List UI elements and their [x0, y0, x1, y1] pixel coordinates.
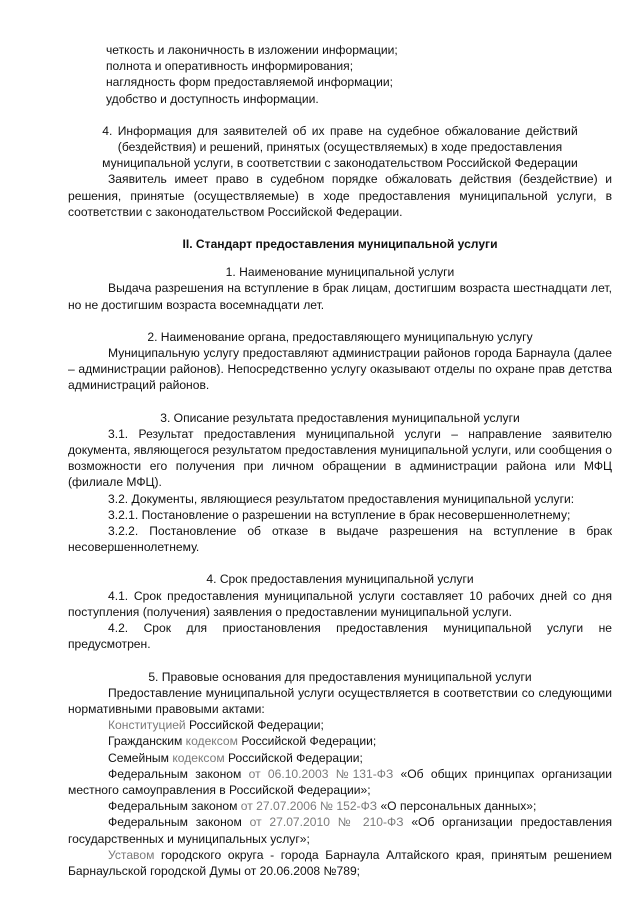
item3-paragraph-3-2-2: 3.2.2. Постановление об отказе в выдаче разрешения на вступление в брак несовершеннолетнему. — [68, 524, 612, 555]
item2-heading: 2. Наименование органа, предоставляющего муниципальную услугу — [147, 329, 533, 344]
legal-act-link[interactable]: Уставом — [108, 847, 155, 862]
item1-heading: 1. Наименование муниципальной услуги — [225, 265, 455, 280]
item3-heading: 3. Описание результата предоставления муниципальной услуги — [160, 410, 520, 425]
legal-act-family-code: Семейным кодексом Российской Федерации; — [108, 750, 363, 765]
list-item: наглядность форм предоставляемой информации; — [106, 75, 393, 90]
item3-paragraph-3-1: 3.1. Результат предоставления муниципальной услуги – направление заявителю документа, являющегося результатом предоставления муниципальной услуги, или сообщения о возможности его получения при личном обращении в администрации района или МФЦ (филиале МФЦ). — [68, 426, 612, 490]
legal-act-constitution: Конституцией Российской Федерации; — [108, 718, 324, 733]
item1-paragraph: Выдача разрешения на вступление в брак лицам, достигшим возраста шестнадцати лет, но не достигшим возраста восемнадцати лет. — [68, 281, 612, 312]
item5-heading: 5. Правовые основания для предоставления муниципальной услуги — [148, 669, 532, 684]
item4-paragraph-4-2: 4.2. Срок для приостановления предоставления муниципальной услуги не предусмотрен. — [68, 621, 612, 652]
section2-title: II. Стандарт предоставления муниципальной услуги — [182, 237, 498, 252]
legal-act-law-152: Федеральным законом от 27.07.2006 № 152-ФЗ «О персональных данных»; — [108, 799, 537, 814]
legal-act-link[interactable]: кодексом — [185, 734, 238, 749]
item3-paragraph-3-2-1: 3.2.1. Постановление о разрешении на вступление в брак несовершеннолетнему; — [108, 507, 571, 522]
section4-heading-line1: 4. Информация для заявителей об их праве на судебное обжалование действий — [102, 123, 578, 138]
legal-act-link[interactable]: Конституцией — [108, 718, 186, 733]
list-item: удобство и доступность информации. — [106, 91, 319, 106]
list-item: полнота и оперативность информирования; — [106, 59, 354, 74]
legal-act-law-131: Федеральным законом от 06.10.2003 №131-ФЗ «Об общих принципах организации местного самоуправления в Российской Федерации»; — [68, 766, 612, 797]
legal-act-link[interactable]: от 27.07.2010 № 210-ФЗ — [249, 815, 404, 830]
section4-heading-line3: муниципальной услуги, в соответствии с законодательством Российской Федерации — [102, 156, 578, 171]
section4-heading-line2: (бездействия) и решений, принятых (осуществляемых) в ходе предоставления — [117, 140, 563, 155]
item5-intro: Предоставление муниципальной услуги осуществляется в соответствии со следующими нормативными правовыми актами: — [68, 685, 612, 716]
legal-act-law-210: Федеральным законом от 27.07.2010 № 210-ФЗ «Об организации предоставления государственных и муниципальных услуг»; — [68, 815, 613, 846]
legal-act-link[interactable]: от 27.07.2006 № 152-ФЗ — [240, 799, 378, 814]
item2-paragraph: Муниципальную услугу предоставляют администрации районов города Барнаула (далее – администрации районов). Непосредственно услугу оказывают отделы по охране прав детства администраций районов. — [68, 346, 612, 393]
legal-act-civil-code: Гражданским кодексом Российской Федерации; — [108, 734, 377, 749]
list-item: четкость и лаконичность в изложении информации; — [106, 43, 398, 57]
item4-paragraph-4-1: 4.1. Срок предоставления муниципальной услуги составляет 10 рабочих дней со дня поступления (получения) заявления о предоставлении муниципальной услуги. — [68, 588, 612, 619]
item3-paragraph-3-2: 3.2. Документы, являющиеся результатом предоставления муниципальной услуги: — [108, 491, 575, 506]
legal-act-charter: Уставом городского округа - города Барнаула Алтайского края, принятым решением Барнаульской городской Думы от 20.06.2008 №789; — [68, 847, 612, 878]
legal-act-link[interactable]: кодексом — [172, 750, 225, 765]
section4-paragraph: Заявитель имеет право в судебном порядке обжаловать действия (бездействие) и решения, принятые (осуществляемые) в ходе предоставления муниципальной услуги, в соответствии с законодательством Российской Федерации. — [68, 172, 612, 219]
item4-heading: 4. Срок предоставления муниципальной услуги — [206, 572, 474, 587]
legal-act-link[interactable]: от 06.10.2003 №131-ФЗ — [248, 766, 394, 781]
